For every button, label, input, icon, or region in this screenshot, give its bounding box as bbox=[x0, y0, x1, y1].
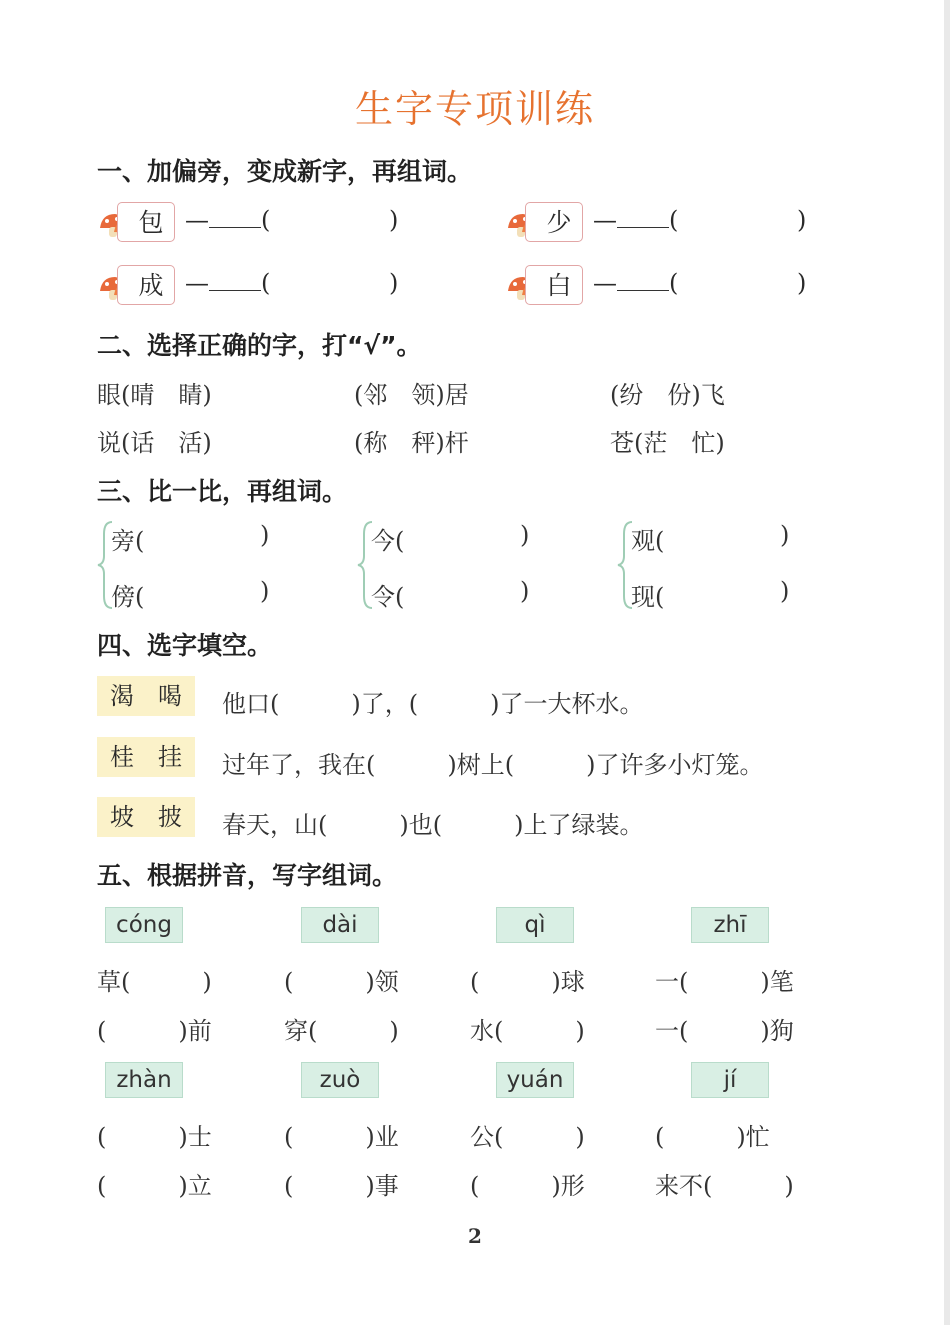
pinyin-box: qì bbox=[496, 907, 574, 943]
radical-base-char: 包 bbox=[117, 202, 175, 242]
add-radical-item bbox=[97, 265, 427, 309]
page-edge bbox=[944, 0, 950, 1325]
word-blank[interactable]: ( )士 bbox=[97, 1123, 212, 1151]
fill-sentence[interactable]: 他口( )了，( )了一大杯水。 bbox=[222, 690, 644, 718]
fill-sentence[interactable]: 过年了，我在( )树上( )了许多小灯笼。 bbox=[222, 751, 764, 779]
pinyin-box: cóng bbox=[105, 907, 183, 943]
word-blank[interactable]: 穿( ) bbox=[284, 1017, 399, 1045]
word-blank[interactable]: ( )忙 bbox=[655, 1123, 770, 1151]
radical-base-char: 少 bbox=[525, 202, 583, 242]
right-paren: ) bbox=[389, 269, 399, 297]
word-blank[interactable]: 水( ) bbox=[470, 1017, 585, 1045]
compare-word-line[interactable]: 旁( bbox=[111, 527, 145, 555]
right-paren: ) bbox=[520, 577, 530, 605]
word-blank[interactable]: 公( ) bbox=[470, 1123, 585, 1151]
choice-item[interactable]: (邻 领)居 bbox=[354, 381, 469, 409]
compare-word-line[interactable]: 观( bbox=[631, 527, 665, 555]
option-chars: 坡 披 bbox=[97, 797, 195, 837]
section-4-heading: 四、选字填空。 bbox=[97, 631, 273, 660]
pinyin-box: yuán bbox=[496, 1062, 574, 1098]
choice-item[interactable]: (纷 份)飞 bbox=[610, 381, 725, 409]
right-paren: ) bbox=[797, 269, 807, 297]
fill-sentence[interactable]: 春天，山( )也( )上了绿装。 bbox=[222, 811, 644, 839]
section-1-heading: 一、加偏旁，变成新字，再组词。 bbox=[97, 157, 473, 186]
pinyin-box: zhàn bbox=[105, 1062, 183, 1098]
option-chars: 桂 挂 bbox=[97, 737, 195, 777]
right-paren: ) bbox=[797, 206, 807, 234]
add-radical-item bbox=[505, 202, 835, 246]
answer-line[interactable]: — ( bbox=[185, 206, 271, 234]
right-paren: ) bbox=[780, 577, 790, 605]
pinyin-box: zuò bbox=[301, 1062, 379, 1098]
word-blank[interactable]: ( )事 bbox=[284, 1172, 399, 1200]
compare-word-line[interactable]: 傍( bbox=[111, 583, 145, 611]
right-paren: ) bbox=[260, 577, 270, 605]
pinyin-box: dài bbox=[301, 907, 379, 943]
answer-line[interactable]: — ( bbox=[593, 206, 679, 234]
add-radical-item bbox=[97, 202, 427, 246]
answer-line[interactable]: — ( bbox=[593, 269, 679, 297]
section-2-heading: 二、选择正确的字，打“√”。 bbox=[97, 331, 422, 360]
compare-word-line[interactable]: 今( bbox=[371, 527, 405, 555]
choice-item[interactable]: 说(话 活) bbox=[97, 429, 212, 457]
right-paren: ) bbox=[260, 521, 270, 549]
word-blank[interactable]: 草( ) bbox=[97, 968, 212, 996]
word-blank[interactable]: ( )前 bbox=[97, 1017, 212, 1045]
choice-item[interactable]: (称 秤)杆 bbox=[354, 429, 469, 457]
right-paren: ) bbox=[780, 521, 790, 549]
word-blank[interactable]: 一( )笔 bbox=[655, 968, 794, 996]
option-chars: 渴 喝 bbox=[97, 676, 195, 716]
section-3-heading: 三、比一比，再组词。 bbox=[97, 477, 348, 506]
page-number: 2 bbox=[468, 1224, 482, 1248]
word-blank[interactable]: ( )形 bbox=[470, 1172, 585, 1200]
compare-word-line[interactable]: 令( bbox=[371, 583, 405, 611]
choice-item[interactable]: 眼(晴 睛) bbox=[97, 381, 212, 409]
choice-item[interactable]: 苍(茫 忙) bbox=[610, 429, 725, 457]
page-title: 生字专项训练 bbox=[354, 87, 595, 131]
word-blank[interactable]: ( )业 bbox=[284, 1123, 399, 1151]
answer-line[interactable]: — ( bbox=[185, 269, 271, 297]
right-paren: ) bbox=[520, 521, 530, 549]
word-blank[interactable]: ( )球 bbox=[470, 968, 585, 996]
radical-base-char: 白 bbox=[525, 265, 583, 305]
add-radical-item bbox=[505, 265, 835, 309]
word-blank[interactable]: 来不( ) bbox=[655, 1172, 794, 1200]
section-5-heading: 五、根据拼音，写字组词。 bbox=[97, 861, 398, 890]
word-blank[interactable]: ( )立 bbox=[97, 1172, 212, 1200]
radical-base-char: 成 bbox=[117, 265, 175, 305]
word-blank[interactable]: 一( )狗 bbox=[655, 1017, 794, 1045]
pinyin-box: zhī bbox=[691, 907, 769, 943]
compare-word-line[interactable]: 现( bbox=[631, 583, 665, 611]
word-blank[interactable]: ( )领 bbox=[284, 968, 399, 996]
pinyin-box: jí bbox=[691, 1062, 769, 1098]
right-paren: ) bbox=[389, 206, 399, 234]
